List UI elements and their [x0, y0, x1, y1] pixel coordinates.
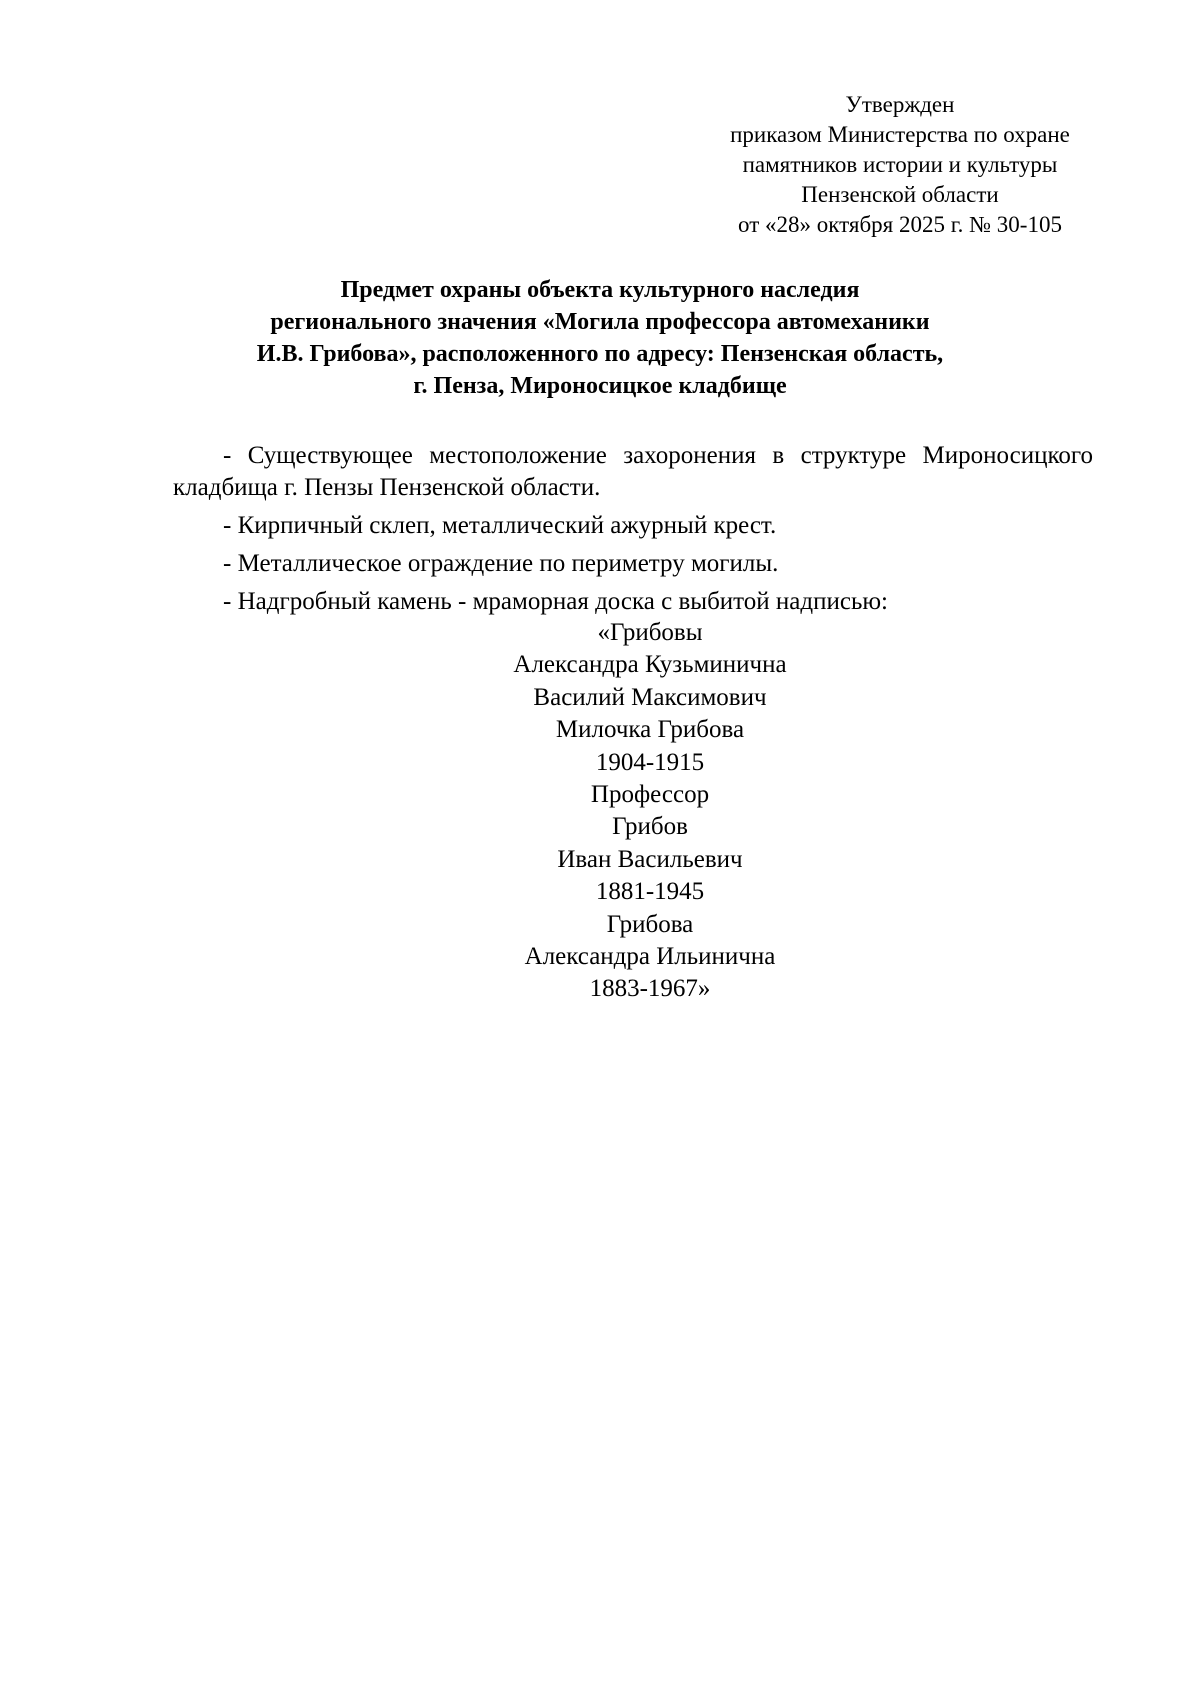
inscription-line: Грибова: [606, 910, 694, 938]
inscription-line: Милочка Грибова: [555, 716, 745, 744]
title-line: регионального значения «Могила профессора автомеханики: [270, 309, 930, 335]
approval-line: приказом Министерства по охране: [730, 122, 1070, 147]
title-line: И.В. Грибова», расположенного по адресу: Пензенская область,: [256, 341, 944, 367]
protection-item: - Кирпичный склеп, металлический ажурный крест.: [223, 512, 777, 539]
inscription-line: Василий Максимович: [533, 683, 767, 711]
title-line: г. Пенза, Мироносицкое кладбище: [413, 373, 787, 399]
protection-item: - Металлическое ограждение по периметру могилы.: [223, 550, 779, 577]
approval-block: [690, 90, 1110, 240]
approval-line: памятников истории и культуры: [742, 152, 1058, 177]
inscription-line: Александра Ильинична: [524, 943, 776, 971]
protection-items-list: [173, 440, 1093, 618]
inscription-line: 1904-1915: [595, 748, 705, 776]
protection-item: - Надгробный камень - мраморная доска с выбитой надписью:: [223, 588, 888, 615]
protection-item: - Существующее местоположение захоронения в структуре Мироносицкого кладбища г. Пензы Пензенской области.: [173, 442, 1093, 501]
inscription-line: «Грибовы: [597, 619, 703, 646]
inscription-line: Иван Васильевич: [557, 845, 743, 873]
approval-line: Пензенской области: [801, 182, 999, 207]
inscription-line: 1881-1945: [595, 878, 705, 906]
document-title: [150, 274, 1050, 402]
title-line: Предмет охраны объекта культурного наследия: [340, 277, 860, 303]
tombstone-inscription: [400, 617, 900, 1006]
inscription-line: Александра Кузьминична: [513, 651, 787, 679]
inscription-line: 1883-1967»: [589, 975, 711, 1003]
inscription-line: Профессор: [590, 781, 710, 809]
inscription-line: Грибов: [612, 813, 688, 841]
approval-date-line: от «28» октября 2025 г. № 30-105: [738, 212, 1062, 237]
approval-line: Утвержден: [845, 92, 955, 117]
